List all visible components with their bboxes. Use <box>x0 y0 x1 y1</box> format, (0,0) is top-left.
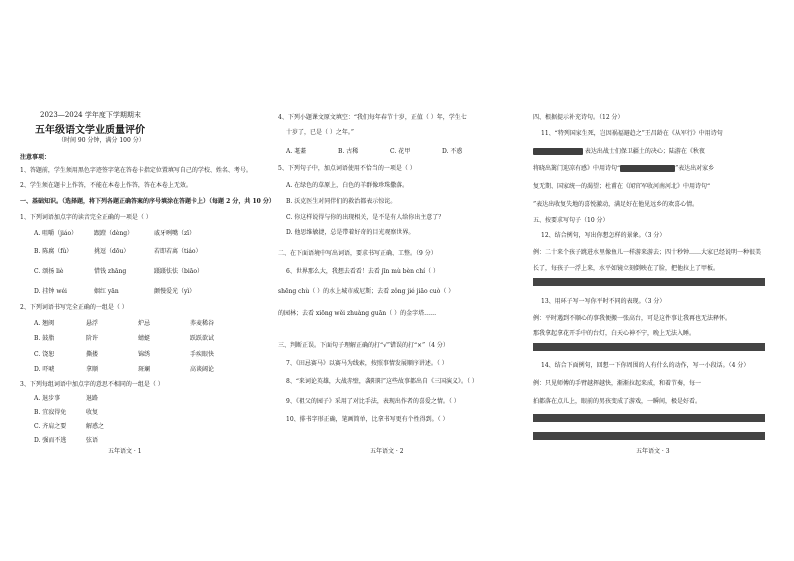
answer-blank <box>620 165 675 172</box>
exam-title: 五年级语文学业质量评价 <box>35 125 145 136</box>
answer-line <box>533 278 765 286</box>
q5-option-b: B. 沃克医生对同伴们的救治都表示惊诧。 <box>286 198 397 205</box>
question-14: 14、结合下面例句，回想一下你周围的人有什么的动作，写一小段话。（4 分） <box>541 362 750 369</box>
q1-option-d: D. 挂钟 wéi 姻红 yān 颤慢爱光（yì） <box>34 288 196 295</box>
q1-option-b: B. 陈腐（fǔ） 挑逗（dōu） 若即若离（tiáo） <box>34 248 202 255</box>
notice-heading: 注意事项： <box>20 154 51 161</box>
q1-option-a: A. 咀嚼（jiáo） 跟蹬（dèng） 戚牙咧嘴（zī） <box>34 230 196 237</box>
q5-option-c: C. 你这样说得与你的出现相关，是不是有人给你出主意了？ <box>286 214 445 221</box>
q12-example: 例：二十来个孩子跳进水里像鱼儿一样游来游去；四十秒钟……大家已经说明一种很美 <box>533 249 762 256</box>
q3-option-c: C. 齐肩之要 解惑之 <box>34 423 105 430</box>
question-12: 12、结合例句，写出你想怎样的景象。（3 分） <box>541 232 666 239</box>
judge-item: 9、《祖父的园子》采用了对比手法，表现出作者的喜爱之情。（ ） <box>286 398 460 405</box>
exam-year-line: 2023—2024 学年度下学期期末 <box>40 111 141 119</box>
section-heading: 五、按要求写句子（10 分） <box>533 217 609 224</box>
question-13: 13、用环子写一写你平时不同的表现。（3 分） <box>541 298 666 305</box>
question-3: 3、下列每组词语中加点字的意思不相同的一组是（ ） <box>20 381 164 388</box>
question-4: 4、下列小题课文原文填空：“我们每年春节十岁，正值（ ）年，学生七 <box>278 114 467 121</box>
question-1: 1、下列词语加点字的读音完全正确的一项是（ ） <box>20 214 152 221</box>
page-footer-1: 五年语文 · 1 <box>108 448 142 455</box>
answer-blank <box>533 148 583 155</box>
page-footer-2: 五年语文 · 2 <box>370 448 404 455</box>
section-heading: 三、判断正误。下面句子理解正确的打“√”错误的打“×”（4 分） <box>278 342 449 349</box>
question-11-cont: ”表达出收复失地的喜悦激动，满足好在他见远乡的欢喜心情。 <box>533 201 699 208</box>
question-6-cont: shēng chù（ ）的水上城市威尼斯；去看 zǒng jié jiāo cuò（ ） <box>278 288 455 295</box>
q2-option-b: B. 鼓脂 阶许 蜻蜓 跃跃欲试 <box>34 335 215 342</box>
q13-example: 例：平时遇到不顺心的事我便搬一张高台，可是这件事让我再也无法释怀。 <box>533 315 732 322</box>
q5-option-a: A. 在绿色的草原上，白色的羊群像珍珠撒落。 <box>286 182 409 189</box>
question-6: 6、世界那么大，我想去看看！去看 jīn mù bèn chí（ ） <box>286 268 439 275</box>
judge-item: 10、排书字形正确，笔画简单，比拿书写更有个性得到。（ ） <box>286 416 449 423</box>
q2-option-c: C. 饶恕 撕搂 锦绣 手疾眼快 <box>34 351 215 358</box>
question-6-cont: 的园林；去看 xiōng wěi zhuàng guān（ ）的金字塔…… <box>278 310 437 317</box>
exam-time-note: （时间 90 分钟，满分 100 分） <box>58 137 145 144</box>
answer-line <box>533 343 765 351</box>
question-11: 11、“特列国家生死，岂因祸福避趋之”王昌龄在《从军行》中用诗句 <box>541 130 723 137</box>
q3-option-b: B. 宜寂得免 收复 <box>34 409 99 416</box>
q13-example: 那我拿起拿花开手中的台灯，白天心神不宁，晚上无法入睡。 <box>533 330 696 337</box>
question-5: 5、下列句子中，加点词语使用不恰当的一项是（ ） <box>278 165 416 172</box>
q5-option-d: D. 他思维敏捷，总是带着好奇的目光观察世界。 <box>286 229 415 236</box>
q14-example: 拍都落在点儿上，眼前的男孩变成了游戏，一瞬间，极是好看。 <box>533 398 702 405</box>
section-heading: 二、在下面语境中写出词语，要求书写正确、工整。（9 分） <box>278 250 437 257</box>
answer-line <box>533 414 765 422</box>
q14-example: 例：只见师傅的手臂越挥越快，渐渐拉起来成，和着节奏，每一 <box>533 380 702 387</box>
page-footer-3: 五年语文 · 3 <box>636 448 670 455</box>
section-heading: 一、基础知识。（选择题，将下列各题正确答案的序号填涂在答题卡上）（每题 2 分，共 10 分） <box>20 198 275 205</box>
q1-option-c: C. 颂扬 liè 惜钱 zhāng 蹑蹑怯怯（biāo） <box>34 268 203 275</box>
notice-item: 1、答题前，学生须用黑色字迹签字笔在答卷卡指定位置填写自己的学校、姓名、考号。 <box>20 167 252 174</box>
question-4-cont: 十岁了，已是（ ）之年。” <box>286 129 354 136</box>
q12-example: 长了，每孩子一浮上来，水平如镜立刻倒映在了脸，把他拉上了甲板。 <box>533 265 720 272</box>
question-2: 2、下列词语书写完全正确的一组是（ ） <box>20 304 128 311</box>
question-11-cont: 复无期、国家统一的渴望；杜甫在《闻官军收河南河北》中用诗句“ <box>533 183 711 190</box>
judge-item: 8、“来词论英雄，大战赤壁，袭阳阳”这些故事都出自《三国演义》。（ ） <box>286 378 478 385</box>
judge-item: 7、《田忌赛马》以赛马为线索，按照事情发展顺序讲述。（ ） <box>286 360 448 367</box>
q3-option-d: D. 强而不逃 弦语 <box>34 437 99 444</box>
answer-line <box>533 432 765 440</box>
question-11-cont: 表达出战士们保卫疆土的决心；陆游在《秋夜 <box>533 146 705 155</box>
q2-option-a: A. 翘阀 悬浮 炉忌 荞麦稀谷 <box>34 320 215 327</box>
question-11-cont: 将晓出篱门迎凉有感》中用诗句“ ”表达出对家乡 <box>533 165 715 172</box>
q4-options: A. 耄耋 B. 古稀 C. 花甲 D. 不惑 <box>286 148 463 155</box>
q3-option-a: A. 退步事 退路 <box>34 395 99 402</box>
q2-option-d: D. 吓唬 拿顺 斑斓 高谈阔论 <box>34 366 215 373</box>
section-heading: 四、根据提示补充诗句。（12 分） <box>533 114 624 121</box>
notice-item: 2、学生须在题卡上作答，不能在本卷上作答，答在本卷上无效。 <box>20 182 192 189</box>
